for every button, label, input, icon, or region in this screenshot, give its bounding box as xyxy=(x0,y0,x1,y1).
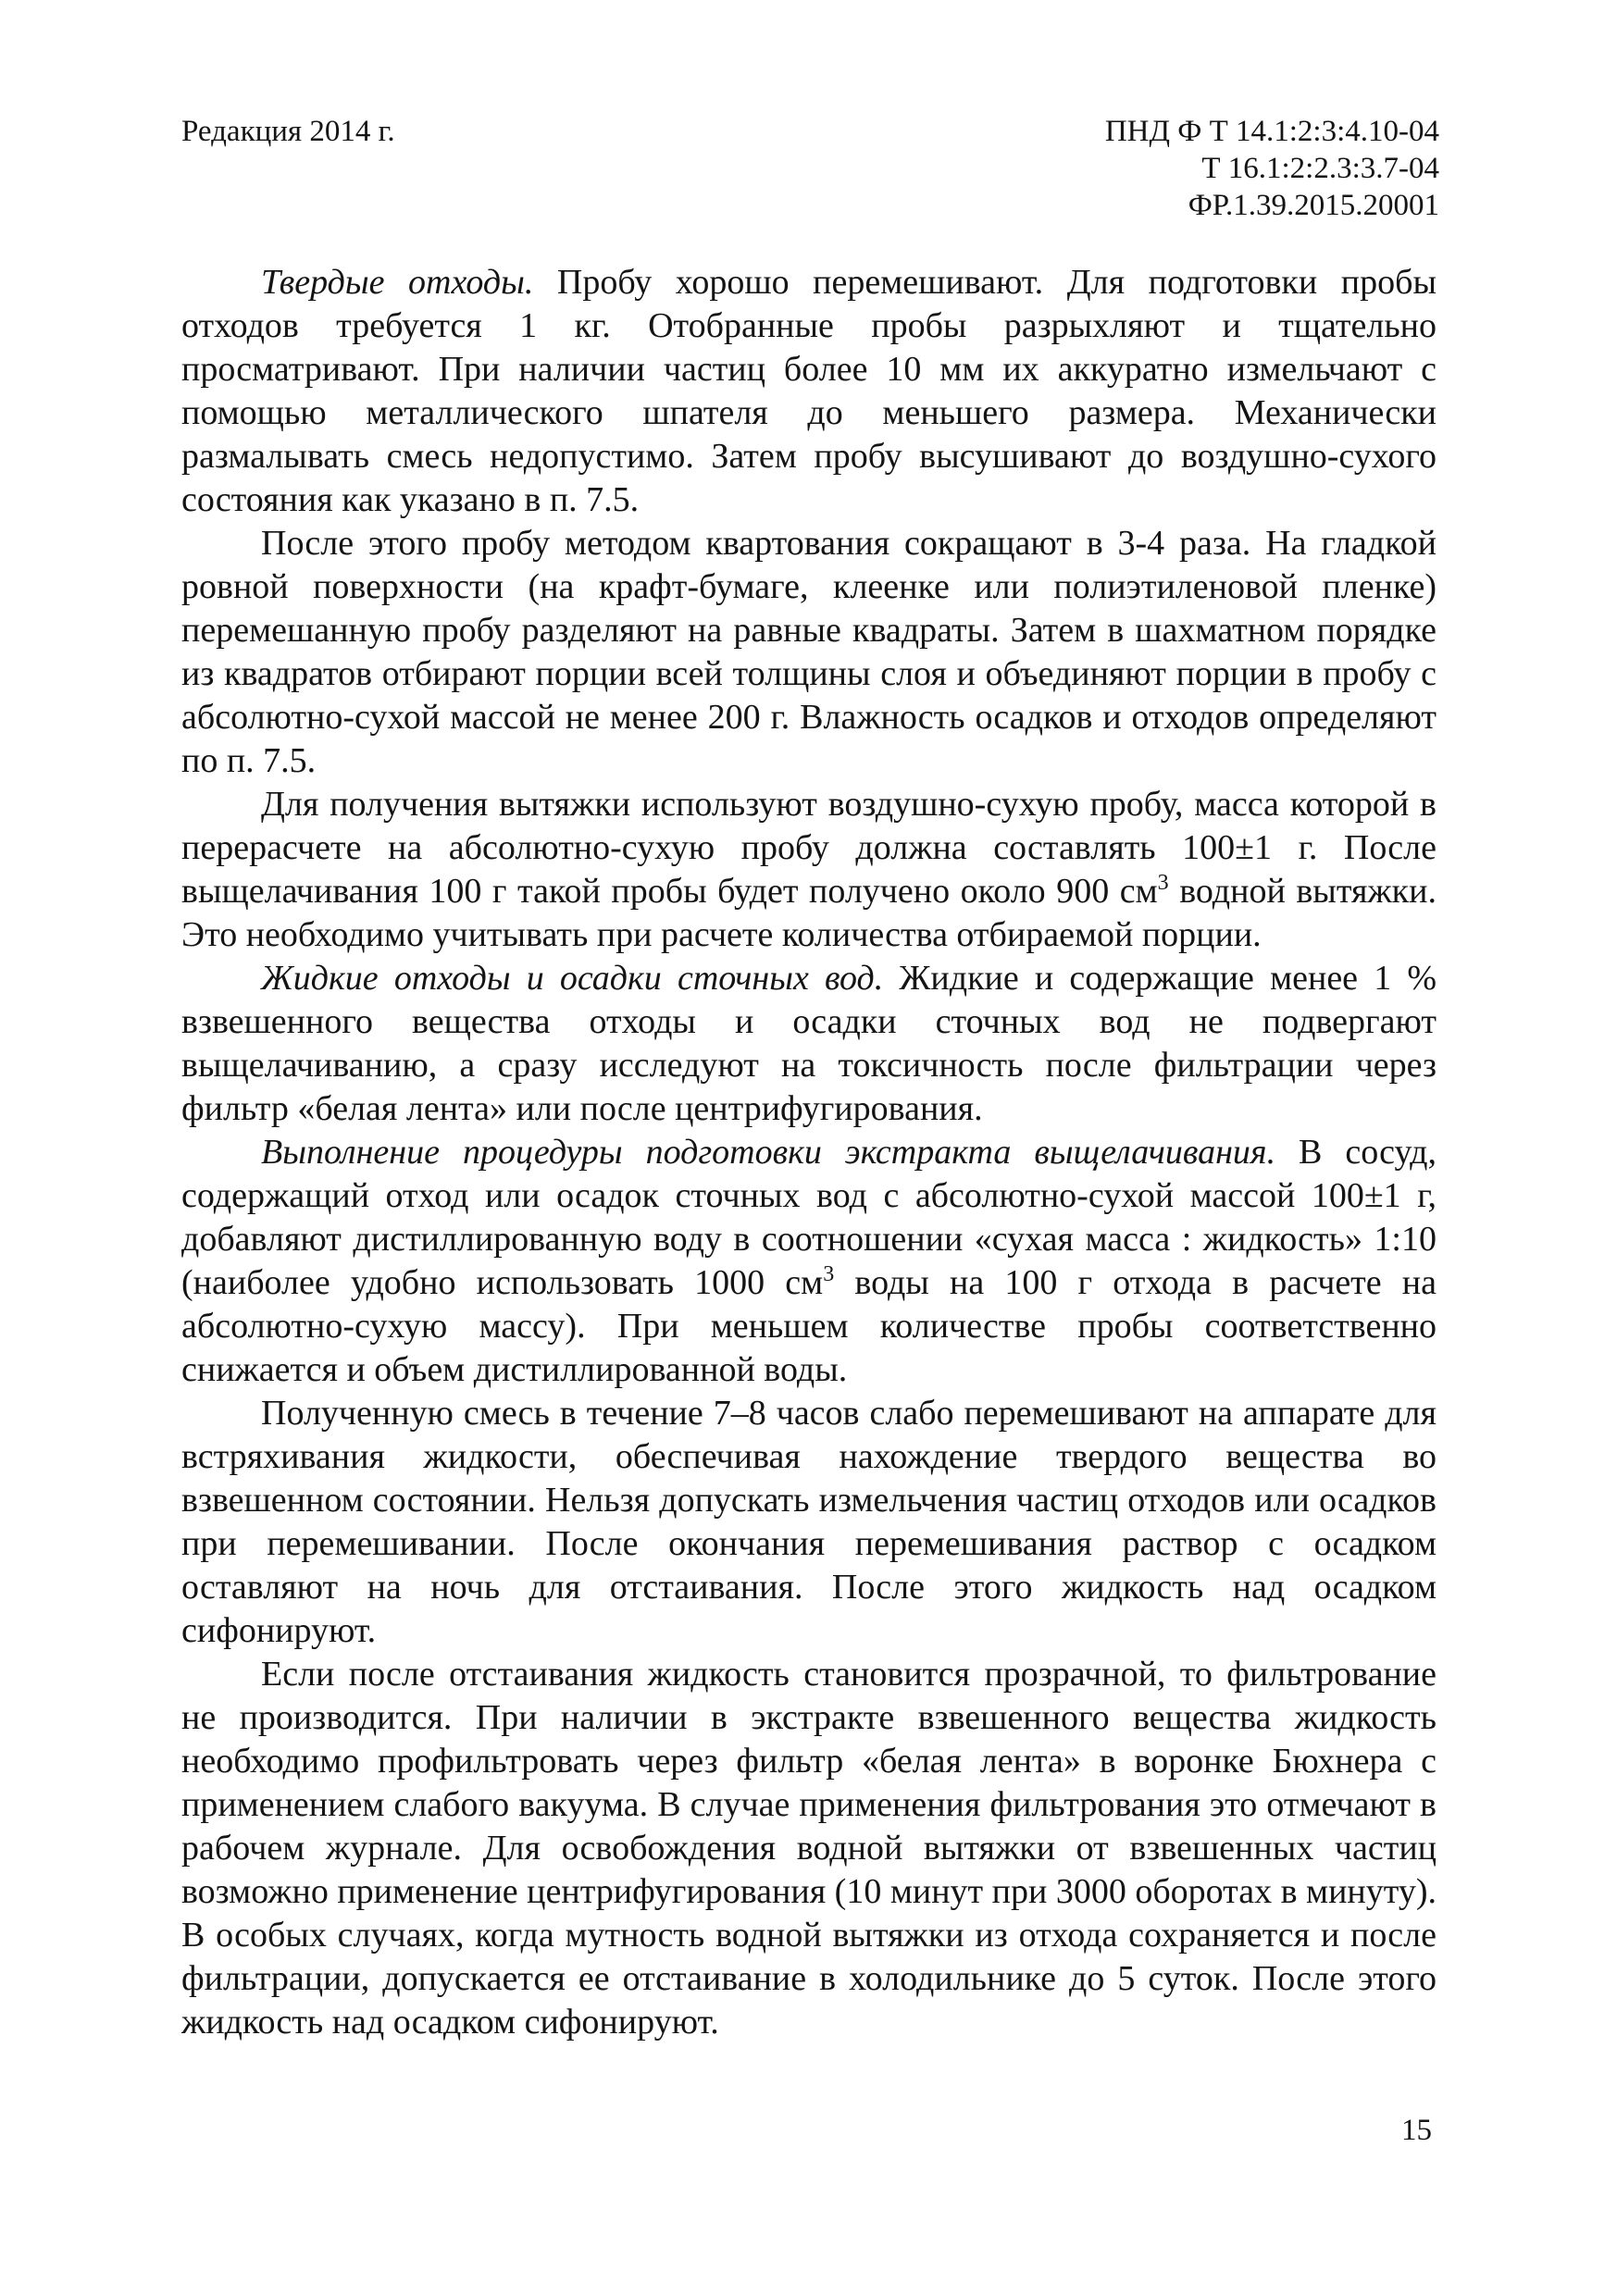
paragraph-liquid-waste xyxy=(181,957,1437,1131)
paragraph-lead: Выполнение процедуры подготовки экстракта выщелачивания. xyxy=(261,1133,1276,1172)
paragraph-text: Пробу хорошо перемешивают. Для подготовки пробы отходов требуется 1 кг. Отобранные пробы разрыхляют и тщательно просматривают. При наличии частиц более 10 мм их аккуратно измельчают с помощью металлического шпателя до меньшего размера. Механически размалывать смесь недопустимо. Затем пробу высушивают до воздушно-сухого состояния как указано в п. 7.5. xyxy=(181,263,1437,519)
superscript: 3 xyxy=(823,1262,835,1286)
body-text xyxy=(181,261,1437,2044)
paragraph-lead: Жидкие отходы и осадки сточных вод. xyxy=(261,959,884,998)
document-codes xyxy=(1105,113,1439,224)
paragraph-mixing xyxy=(181,1392,1437,1653)
paragraph-text: Для получения вытяжки используют воздушно-сухую пробу, масса которой в перерасчете на абсолютно-сухую пробу должна составлять 100±1 г. После выщелачивания 100 г такой пробы будет получено около 900 см xyxy=(181,785,1437,911)
paragraph-text: В сосуд, содержащий отход или осадок сточных вод с абсолютно-сухой массой 100±1 г, добавляют дистиллированную воду в соотношении «сухая масса : жидкость» 1:10 (наиболее удобно использовать 1000 см xyxy=(181,1133,1437,1302)
paragraph-lead: Твердые отходы. xyxy=(261,263,534,302)
superscript: 3 xyxy=(1157,871,1169,895)
paragraph-text: Жидкие и содержащие менее 1 % взвешенного вещества отходы и осадки сточных вод не подвергают выщелачиванию, а сразу исследуют на токсичность после фильтрации через фильтр «белая лента» или после центрифугирования. xyxy=(181,959,1437,1128)
paragraph-text: Если после отстаивания жидкость становится прозрачной, то фильтрование не производится. При наличии в экстракте взвешенного вещества жидкость необходимо профильтровать через фильтр «белая лента» в воронке Бюхнера с применением слабого вакуума. В случае применения фильтрования это отмечают в рабочем журнале. Для освобождения водной вытяжки от взвешенных частиц возможно применение центрифугирования (10 минут при 3000 оборотах в минуту). В особых случаях, когда мутность водной вытяжки из отхода сохраняется и после фильтрации, допускается ее отстаивание в холодильнике до 5 суток. После этого жидкость над осадком сифонируют. xyxy=(181,1655,1437,2042)
edition-label: Редакция 2014 г. xyxy=(181,115,395,148)
paragraph-solid-waste xyxy=(181,261,1437,522)
paragraph-text: воды на 100 г отхода в расчете на абсолютно-сухую массу). При меньшем количестве пробы соответственно снижается и объем дистиллированной воды. xyxy=(181,1263,1437,1389)
paragraph-filtration xyxy=(181,1653,1437,2044)
paragraph-extraction-procedure xyxy=(181,1131,1437,1392)
paragraph-text: Полученную смесь в течение 7–8 часов слабо перемешивают на аппарате для встряхивания жидкости, обеспечивая нахождение твердого вещества во взвешенном состоянии. Нельзя допускать измельчения частиц отходов или осадков при перемешивании. После окончания перемешивания раствор с осадком оставляют на ночь для отстаивания. После этого жидкость над осадком сифонируют. xyxy=(181,1394,1437,1650)
document-code: Т 16.1:2:2.3:3.7-04 xyxy=(1201,152,1439,185)
page-number: 15 xyxy=(1401,2114,1432,2147)
paragraph-extract-sample xyxy=(181,783,1437,957)
paragraph-quartering xyxy=(181,522,1437,783)
document-code: ПНД Ф Т 14.1:2:3:4.10-04 xyxy=(1104,115,1439,148)
paragraph-text: После этого пробу методом квартования сокращают в 3-4 раза. На гладкой ровной поверхности (на крафт-бумаге, клеенке или полиэтиленовой пленке) перемешанную пробу разделяют на равные квадраты. Затем в шахматном порядке из квадратов отбирают порции всей толщины слоя и объединяют порции в пробу с абсолютно-сухой массой не менее 200 г. Влажность осадков и отходов определяют по п. 7.5. xyxy=(181,524,1437,780)
document-code: ФР.1.39.2015.20001 xyxy=(1188,189,1439,222)
paragraph-text: водной вытяжки. Это необходимо учитывать при расчете количества отбираемой порции. xyxy=(181,872,1437,954)
